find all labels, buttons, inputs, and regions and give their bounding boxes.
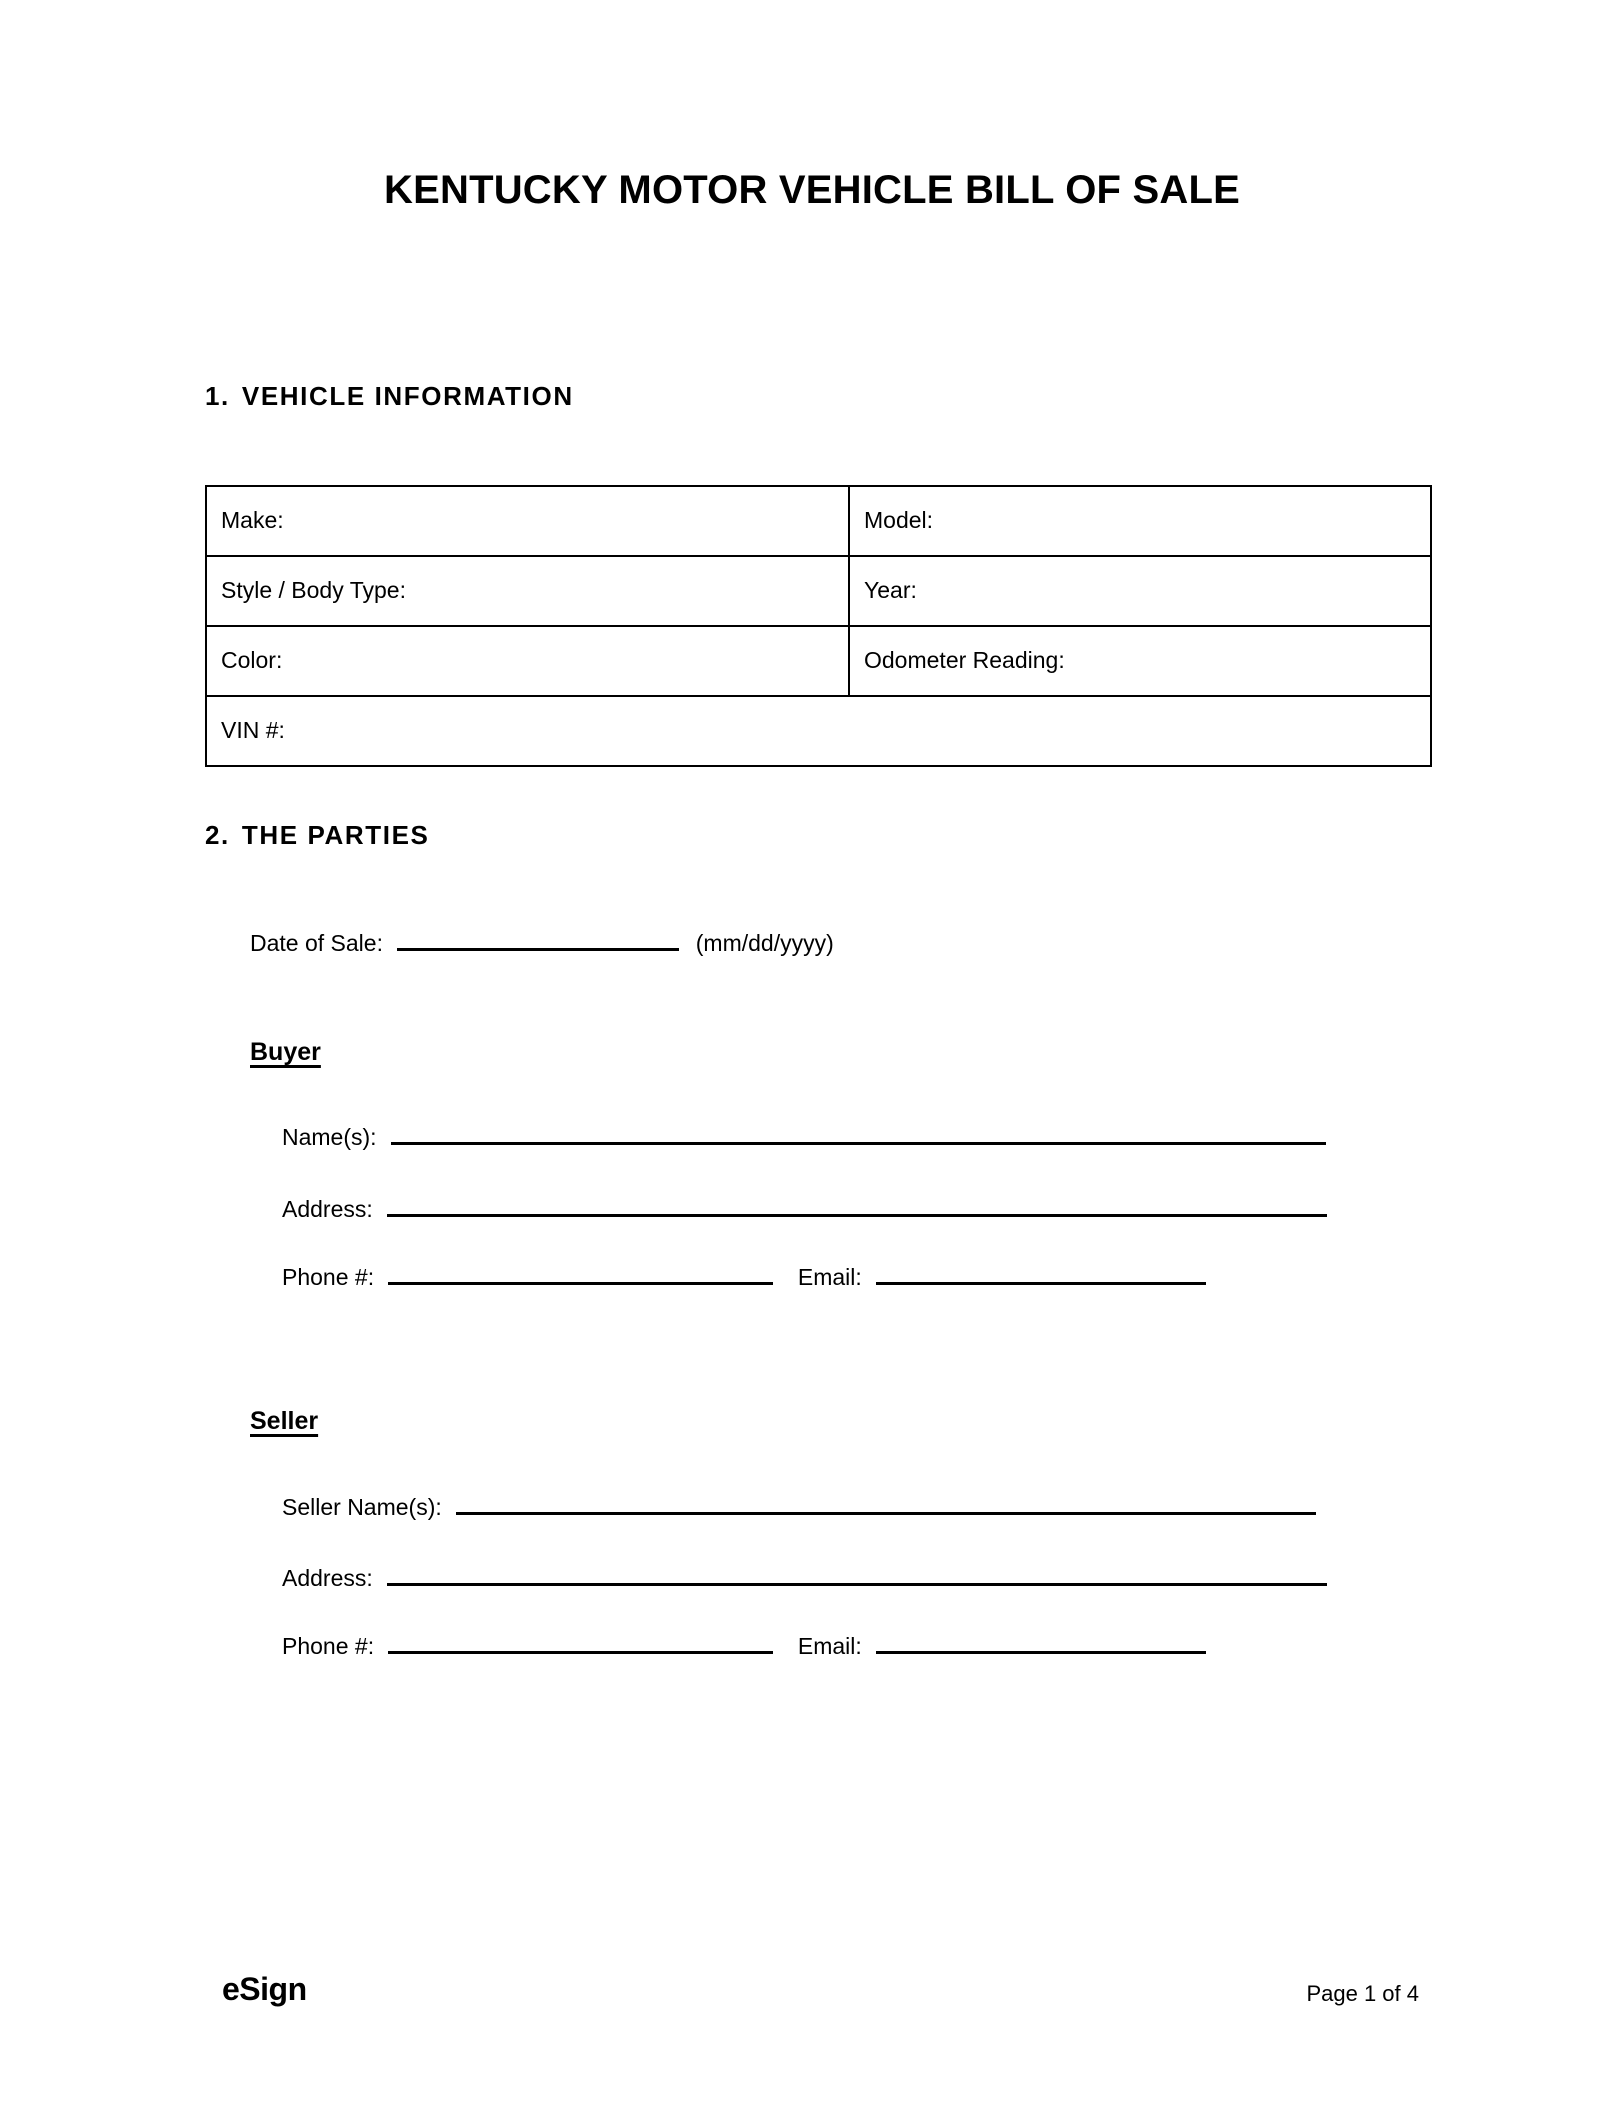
- buyer-address-row: [282, 1194, 1327, 1224]
- section-heading-vehicle-information: [205, 381, 574, 412]
- seller-email-input[interactable]: [876, 1631, 1206, 1654]
- vehicle-information-table: [205, 485, 1432, 767]
- cell-odometer-reading[interactable]: Odometer Reading:: [849, 626, 1431, 696]
- page-title: KENTUCKY MOTOR VEHICLE BILL OF SALE: [384, 168, 1240, 212]
- cell-year[interactable]: Year:: [849, 556, 1431, 626]
- seller-contact-row: [282, 1631, 1206, 1661]
- section-number: 2.: [205, 820, 230, 850]
- buyer-heading: Buyer: [250, 1038, 321, 1066]
- page-number: Page 1 of 4: [1306, 1981, 1419, 2006]
- table-row: [206, 696, 1431, 766]
- buyer-email-label: Email:: [797, 1264, 862, 1290]
- buyer-name-row: [282, 1122, 1326, 1152]
- buyer-email-input[interactable]: [876, 1262, 1206, 1285]
- buyer-name-input[interactable]: [391, 1122, 1326, 1145]
- seller-heading: Seller: [250, 1407, 319, 1435]
- seller-name-input[interactable]: [456, 1492, 1316, 1515]
- cell-make[interactable]: Make:: [206, 486, 849, 556]
- buyer-name-label: Name(s):: [282, 1124, 377, 1150]
- section-title: THE PARTIES: [241, 820, 430, 850]
- esign-logo: eSign: [222, 1971, 307, 2007]
- date-of-sale-label: Date of Sale:: [250, 930, 383, 956]
- date-of-sale-input[interactable]: [397, 928, 679, 951]
- table-row: [206, 626, 1431, 696]
- date-of-sale-row: [250, 928, 834, 958]
- seller-phone-input[interactable]: [388, 1631, 773, 1654]
- seller-address-input[interactable]: [387, 1563, 1327, 1586]
- buyer-address-label: Address:: [282, 1196, 373, 1222]
- section-heading-the-parties: [205, 820, 429, 851]
- cell-model[interactable]: Model:: [849, 486, 1431, 556]
- buyer-contact-row: [282, 1262, 1206, 1292]
- buyer-phone-label: Phone #:: [282, 1264, 375, 1290]
- seller-name-label: Seller Name(s):: [282, 1494, 442, 1520]
- cell-style-body-type[interactable]: Style / Body Type:: [206, 556, 849, 626]
- seller-name-row: [282, 1492, 1316, 1522]
- seller-address-label: Address:: [282, 1565, 373, 1591]
- section-title: VEHICLE INFORMATION: [241, 381, 574, 411]
- seller-phone-label: Phone #:: [282, 1633, 375, 1659]
- cell-color[interactable]: Color:: [206, 626, 849, 696]
- buyer-phone-input[interactable]: [388, 1262, 773, 1285]
- cell-vin[interactable]: VIN #:: [206, 696, 1431, 766]
- table-row: [206, 486, 1431, 556]
- seller-address-row: [282, 1563, 1327, 1593]
- table-row: [206, 556, 1431, 626]
- section-number: 1.: [205, 381, 230, 411]
- date-format-hint: (mm/dd/yyyy): [695, 930, 834, 956]
- seller-email-label: Email:: [797, 1633, 862, 1659]
- buyer-address-input[interactable]: [387, 1194, 1327, 1217]
